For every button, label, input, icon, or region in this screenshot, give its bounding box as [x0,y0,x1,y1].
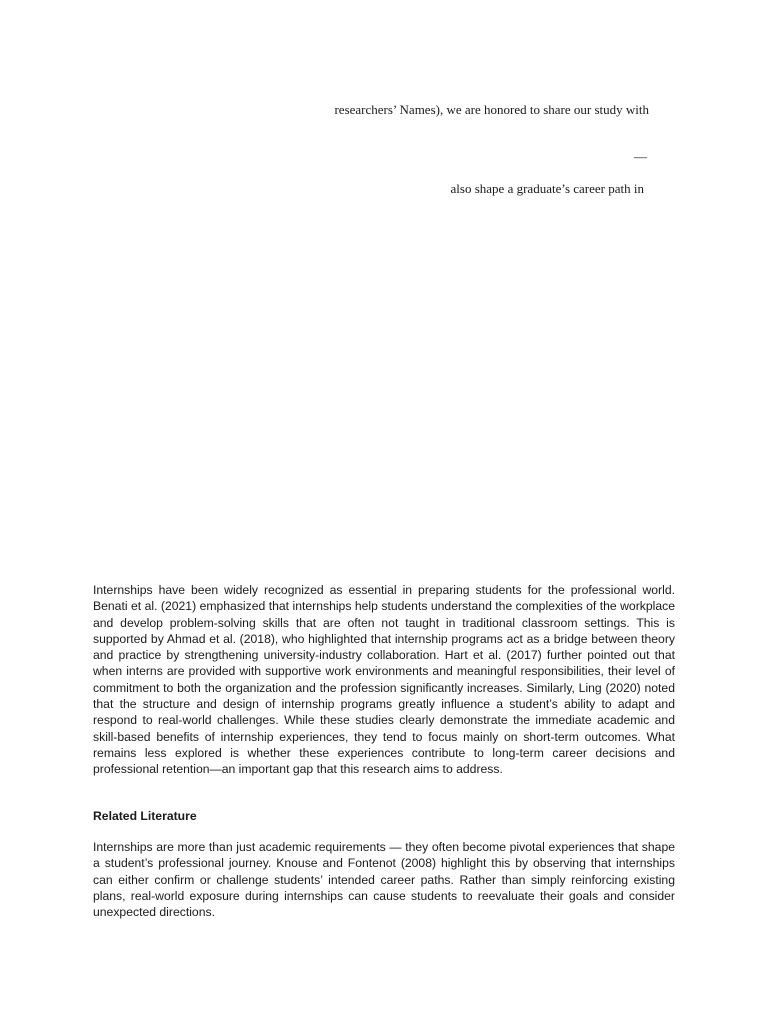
text-fragment-career-path: also shape a graduate’s career path in [450,181,644,196]
text-fragment-dash: — [634,149,647,164]
paragraph-related-literature: Internships are more than just academic requirements — they often become pivotal experiences that shape a student’s professional journey. Knouse and Fontenot (2008) highlight this by observing that internships can either confirm or challenge students’ intended career paths. Rather than simply reinforcing existing plans, real-world exposure during internships can cause students to reevaluate their goals and consider unexpected directions. [93,840,675,920]
paragraph-internships-overview: Internships have been widely recognized as essential in preparing students for the professional world. Benati et al. (2021) emphasized that internships help students understand the complexities of the workplace and develop problem-solving skills that are often not taught in traditional classroom settings. This is supported by Ahmad et al. (2018), who highlighted that internship programs act as a bridge between theory and practice by strengthening university-industry collaboration. Hart et al. (2017) further pointed out that when interns are provided with supportive work environments and meaningful responsibilities, their level of commitment to both the organization and the profession significantly increases. Similarly, Ling (2020) noted that the structure and design of internship programs greatly influence a student’s ability to adapt and respond to real-world challenges. While these studies clearly demonstrate the immediate academic and skill-based benefits of internship experiences, they tend to focus mainly on short-term outcomes. What remains less explored is whether these experiences contribute to long-term career decisions and professional retention—an important gap that this research aims to address. [93,583,675,777]
text-fragment-researchers-names: researchers’ Names), we are honored to share our study with [334,102,649,117]
section-heading-related-literature: Related Literature [93,809,197,823]
